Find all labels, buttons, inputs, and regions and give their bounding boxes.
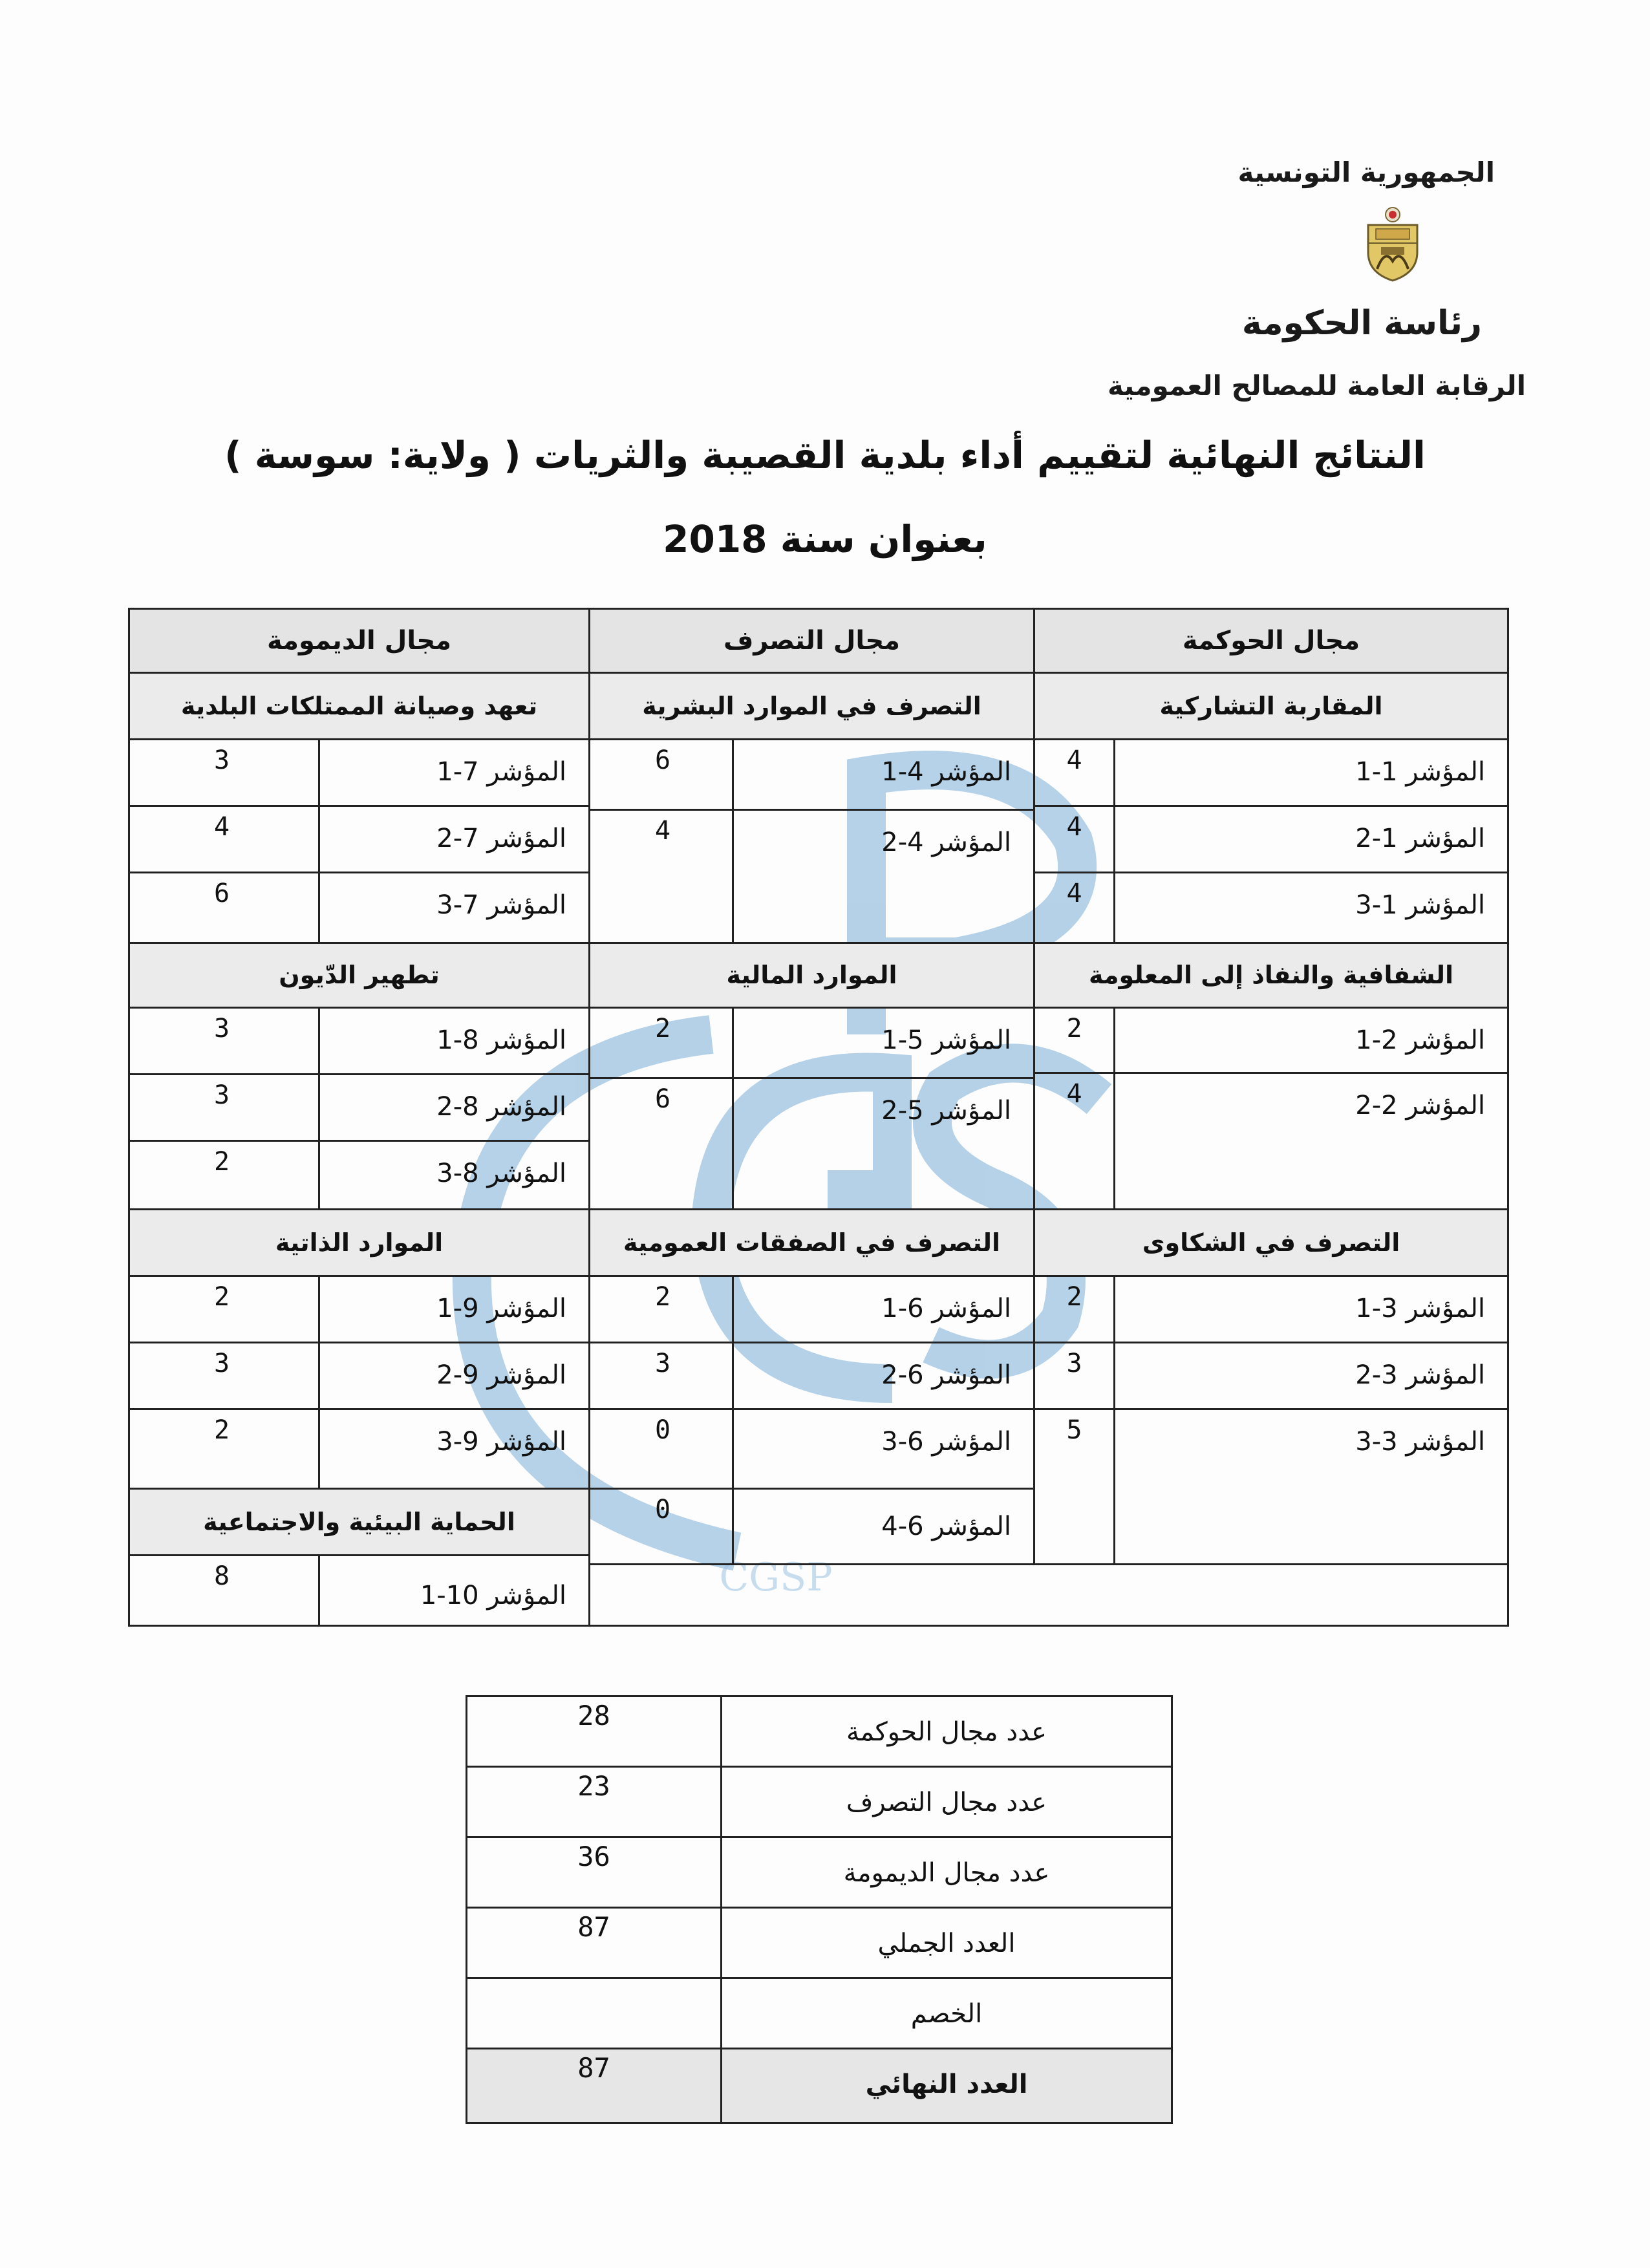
section-header-s5: الموارد المالية xyxy=(588,942,1035,1009)
indicator-3-1-value: 2 xyxy=(1033,1275,1115,1343)
indicator-3-3-value: 5 xyxy=(1033,1408,1115,1565)
indicator-8-1-value: 3 xyxy=(128,1007,320,1075)
section-header-s3: التصرف في الشكاوى xyxy=(1033,1208,1509,1277)
domain-governance-header: مجال الحوكمة xyxy=(1033,608,1509,674)
indicator-8-2-label: المؤشر 8-2 xyxy=(318,1073,590,1142)
section-header-s2: الشفافية والنفاذ إلى المعلومة xyxy=(1033,942,1509,1009)
summary-total-label: العدد الجملي xyxy=(720,1907,1173,1979)
summary-management-value: 23 xyxy=(466,1766,722,1838)
indicator-4-2-value: 4 xyxy=(588,809,734,944)
indicator-2-2-label: المؤشر 2-2 xyxy=(1113,1072,1509,1210)
indicator-7-1-label: المؤشر 7-1 xyxy=(318,738,590,807)
section-header-s9: الموارد الذاتية xyxy=(128,1208,590,1277)
summary-total-value: 87 xyxy=(466,1907,722,1979)
indicator-10-1-label: المؤشر 10-1 xyxy=(318,1554,590,1627)
indicator-6-1-value: 2 xyxy=(588,1275,734,1343)
indicator-8-1-label: المؤشر 8-1 xyxy=(318,1007,590,1075)
indicator-1-3-label: المؤشر 1-3 xyxy=(1113,872,1509,944)
indicator-10-1-value: 8 xyxy=(128,1554,320,1627)
indicator-9-1-value: 2 xyxy=(128,1275,320,1343)
summary-sustainability-value: 36 xyxy=(466,1836,722,1909)
indicator-2-2-value: 4 xyxy=(1033,1072,1115,1210)
indicator-3-3-label: المؤشر 3-3 xyxy=(1113,1408,1509,1565)
summary-governance-value: 28 xyxy=(466,1695,722,1768)
indicator-3-2-label: المؤشر 3-2 xyxy=(1113,1342,1509,1410)
summary-final-label: العدد النهائي xyxy=(720,2048,1173,2124)
indicator-1-1-value: 4 xyxy=(1033,738,1115,807)
table-filler-cell xyxy=(588,1563,1509,1627)
indicator-3-1-label: المؤشر 3-1 xyxy=(1113,1275,1509,1343)
summary-sustainability-label: عدد مجال الديمومة xyxy=(720,1836,1173,1909)
summary-governance-label: عدد مجال الحوكمة xyxy=(720,1695,1173,1768)
domain-sustainability-header: مجال الديمومة xyxy=(128,608,590,674)
indicator-6-3-label: المؤشر 6-3 xyxy=(732,1408,1035,1490)
summary-management-label: عدد مجال التصرف xyxy=(720,1766,1173,1838)
indicator-8-2-value: 3 xyxy=(128,1073,320,1142)
section-header-s6: التصرف في الصفقات العمومية xyxy=(588,1208,1035,1277)
indicator-4-2-label: المؤشر 4-2 xyxy=(732,809,1035,944)
indicator-4-1-value: 6 xyxy=(588,738,734,811)
republic-name: الجمهورية التونسية xyxy=(1238,156,1495,188)
indicator-2-1-value: 2 xyxy=(1033,1007,1115,1074)
section-header-s7: تعهد وصيانة الممتلكات البلدية xyxy=(128,672,590,740)
indicator-5-1-label: المؤشر 5-1 xyxy=(732,1007,1035,1079)
domain-management-header: مجال التصرف xyxy=(588,608,1035,674)
indicator-6-2-value: 3 xyxy=(588,1342,734,1410)
indicator-9-2-value: 3 xyxy=(128,1342,320,1410)
indicator-6-3-value: 0 xyxy=(588,1408,734,1490)
indicator-5-2-value: 6 xyxy=(588,1077,734,1210)
document-subtitle: بعنوان سنة 2018 xyxy=(663,517,987,561)
section-header-s4: التصرف في الموارد البشرية xyxy=(588,672,1035,740)
tunisia-coat-of-arms-icon xyxy=(1362,206,1424,283)
indicator-5-2-label: المؤشر 5-2 xyxy=(732,1077,1035,1210)
indicator-7-1-value: 3 xyxy=(128,738,320,807)
indicator-9-3-value: 2 xyxy=(128,1408,320,1490)
indicator-9-3-label: المؤشر 9-3 xyxy=(318,1408,590,1490)
indicator-2-1-label: المؤشر 2-1 xyxy=(1113,1007,1509,1074)
indicator-3-2-value: 3 xyxy=(1033,1342,1115,1410)
indicator-4-1-label: المؤشر 4-1 xyxy=(732,738,1035,811)
indicator-1-1-label: المؤشر 1-1 xyxy=(1113,738,1509,807)
indicator-8-3-label: المؤشر 8-3 xyxy=(318,1140,590,1210)
indicator-9-1-label: المؤشر 9-1 xyxy=(318,1275,590,1343)
watermark-text: CGSP xyxy=(719,1555,833,1600)
summary-deduction-label: الخصم xyxy=(720,1977,1173,2049)
indicator-6-2-label: المؤشر 6-2 xyxy=(732,1342,1035,1410)
document-title: النتائج النهائية لتقييم أداء بلدية القصيبة والثريات ( ولاية: سوسة ) xyxy=(224,433,1426,477)
indicator-1-2-value: 4 xyxy=(1033,805,1115,873)
indicator-1-3-value: 4 xyxy=(1033,872,1115,944)
agency-name: الرقابة العامة للمصالح العمومية xyxy=(1107,370,1526,401)
section-header-s1: المقاربة التشاركية xyxy=(1033,672,1509,740)
indicator-1-2-label: المؤشر 1-2 xyxy=(1113,805,1509,873)
section-header-s10: الحماية البيئية والاجتماعية xyxy=(128,1488,590,1556)
section-header-s8: تطهير الدّيون xyxy=(128,942,590,1009)
indicator-7-3-label: المؤشر 7-3 xyxy=(318,872,590,944)
summary-final-value: 87 xyxy=(466,2048,722,2124)
indicator-7-2-value: 4 xyxy=(128,805,320,873)
indicator-7-2-label: المؤشر 7-2 xyxy=(318,805,590,873)
indicator-8-3-value: 2 xyxy=(128,1140,320,1210)
indicator-5-1-value: 2 xyxy=(588,1007,734,1079)
indicator-7-3-value: 6 xyxy=(128,872,320,944)
summary-deduction-value xyxy=(466,1977,722,2049)
indicator-9-2-label: المؤشر 9-2 xyxy=(318,1342,590,1410)
indicator-6-4-label: المؤشر 6-4 xyxy=(732,1488,1035,1565)
indicator-6-1-label: المؤشر 6-1 xyxy=(732,1275,1035,1343)
presidency-name: رئاسة الحكومة xyxy=(1241,304,1482,343)
indicator-6-4-value: 0 xyxy=(588,1488,734,1565)
